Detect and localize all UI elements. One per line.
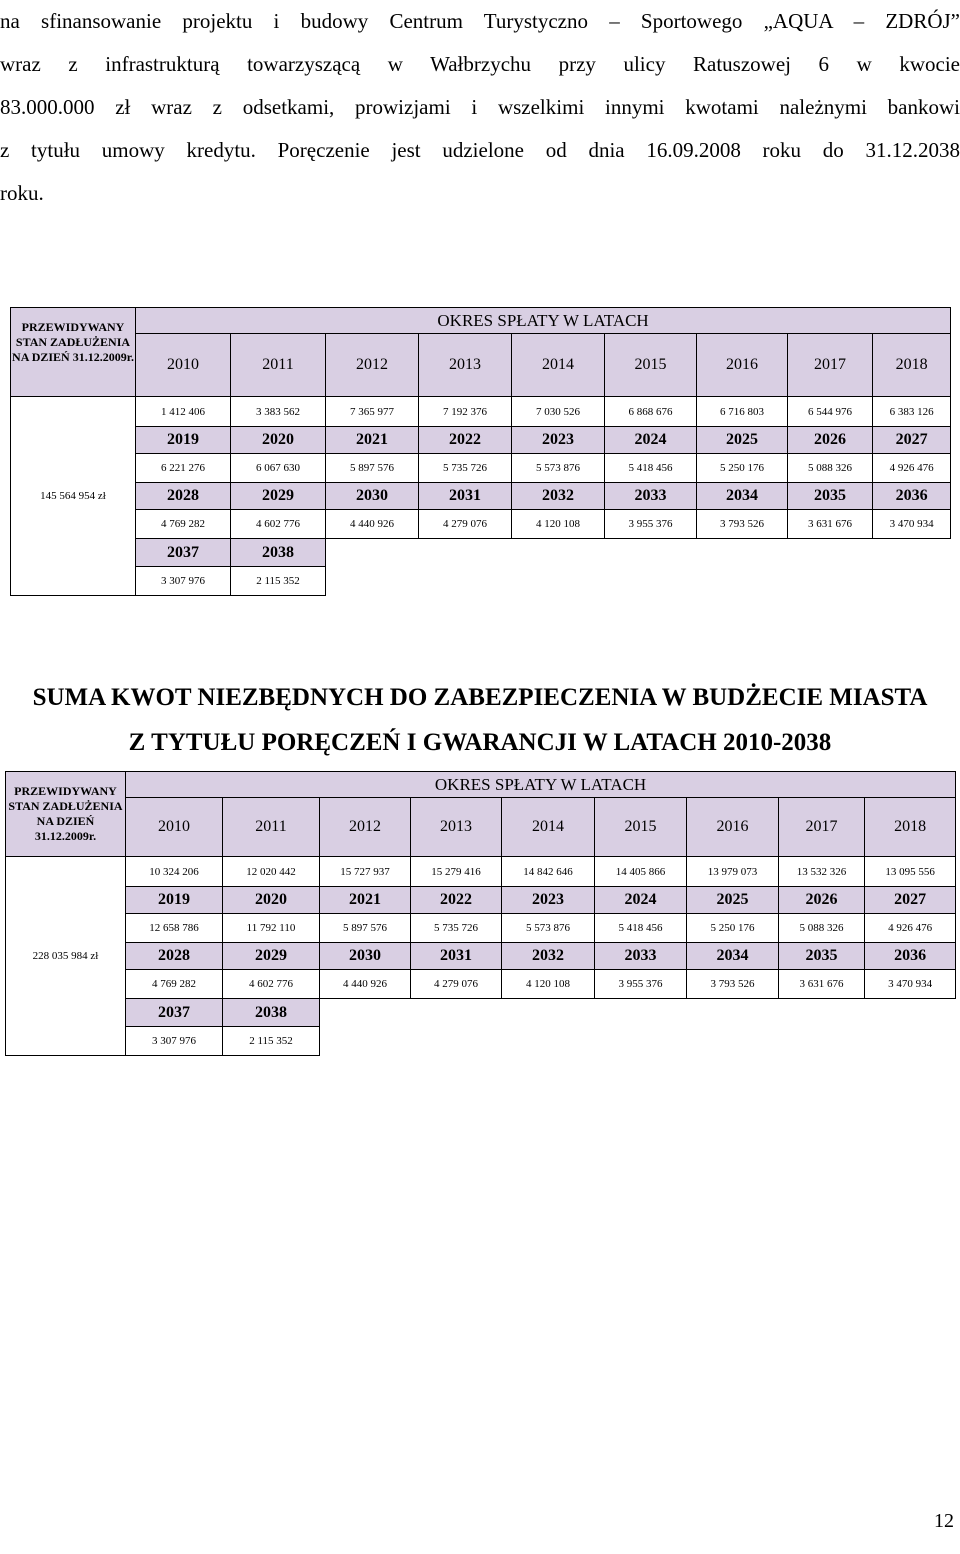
value-cell: 14 405 866	[595, 857, 687, 887]
value-cell: 5 250 176	[687, 914, 779, 943]
value-cell: 5 418 456	[605, 454, 697, 483]
year-cell: 2024	[595, 887, 687, 914]
year-cell: 2021	[326, 427, 419, 454]
value-cell: 3 307 976	[136, 567, 231, 596]
year-cell: 2032	[502, 943, 595, 970]
value-cell: 4 440 926	[320, 970, 411, 999]
value-cell: 13 979 073	[687, 857, 779, 887]
debt-label-header: PRZEWIDYWANY STAN ZADŁUŻENIA NA DZIEŃ 31.12.2009r.	[11, 308, 136, 397]
value-cell: 4 769 282	[126, 970, 223, 999]
summary-title-line1: SUMA KWOT NIEZBĘDNYCH DO ZABEZPIECZENIA W BUDŻECIE MIASTA	[32, 684, 928, 711]
value-cell: 4 769 282	[136, 510, 231, 539]
year-cell: 2011	[231, 334, 326, 397]
value-cell: 3 955 376	[595, 970, 687, 999]
year-cell: 2013	[419, 334, 512, 397]
year-cell: 2012	[326, 334, 419, 397]
year-cell: 2010	[136, 334, 231, 397]
value-cell: 4 279 076	[411, 970, 502, 999]
value-cell: 6 383 126	[873, 397, 951, 427]
intro-line: na sfinansowanie projektu i budowy Centrum Turystyczno – Sportowego „AQUA – ZDRÓJ”	[0, 9, 960, 33]
year-cell: 2019	[126, 887, 223, 914]
year-cell: 2015	[605, 334, 697, 397]
value-cell: 13 095 556	[865, 857, 956, 887]
year-cell: 2019	[136, 427, 231, 454]
value-cell: 3 631 676	[788, 510, 873, 539]
year-cell: 2014	[502, 798, 595, 857]
repayment-table-summary	[5, 771, 956, 1056]
intro-line: 83.000.000 zł wraz z odsetkami, prowizjami i wszelkimi innymi kwotami należnymi bankowi	[0, 95, 960, 119]
repayment-table-aqua	[10, 307, 951, 596]
year-cell: 2015	[595, 798, 687, 857]
year-cell: 2011	[223, 798, 320, 857]
value-cell: 5 573 876	[512, 454, 605, 483]
year-cell: 2031	[419, 483, 512, 510]
value-cell: 4 926 476	[865, 914, 956, 943]
value-cell: 6 067 630	[231, 454, 326, 483]
year-cell: 2028	[126, 943, 223, 970]
period-header: OKRES SPŁATY W LATACH	[136, 308, 951, 334]
year-cell: 2030	[326, 483, 419, 510]
value-cell: 2 115 352	[223, 1027, 320, 1056]
value-cell: 4 926 476	[873, 454, 951, 483]
year-cell: 2035	[779, 943, 865, 970]
value-cell: 11 792 110	[223, 914, 320, 943]
value-cell: 5 735 726	[419, 454, 512, 483]
year-cell: 2037	[136, 539, 231, 567]
year-cell: 2038	[223, 999, 320, 1027]
value-cell: 3 470 934	[865, 970, 956, 999]
value-cell: 4 120 108	[512, 510, 605, 539]
value-cell: 5 088 326	[788, 454, 873, 483]
value-cell: 4 279 076	[419, 510, 512, 539]
year-cell: 2025	[697, 427, 788, 454]
value-cell: 5 418 456	[595, 914, 687, 943]
intro-line: wraz z infrastrukturą towarzyszącą w Wałbrzychu przy ulicy Ratuszowej 6 w kwocie	[0, 52, 960, 76]
debt-value: 145 564 954 zł	[11, 397, 136, 596]
year-cell: 2033	[595, 943, 687, 970]
value-cell: 6 221 276	[136, 454, 231, 483]
value-cell: 4 120 108	[502, 970, 595, 999]
empty-area	[326, 567, 951, 596]
year-cell: 2026	[779, 887, 865, 914]
year-cell: 2028	[136, 483, 231, 510]
value-cell: 15 727 937	[320, 857, 411, 887]
value-cell: 13 532 326	[779, 857, 865, 887]
value-cell: 4 602 776	[223, 970, 320, 999]
value-cell: 12 658 786	[126, 914, 223, 943]
value-cell: 10 324 206	[126, 857, 223, 887]
intro-line: roku.	[0, 181, 44, 205]
intro-line: z tytułu umowy kredytu. Poręczenie jest udzielone od dnia 16.09.2008 roku do 31.12.2038	[0, 138, 960, 162]
year-cell: 2012	[320, 798, 411, 857]
intro-paragraph	[0, 0, 960, 215]
year-cell: 2016	[687, 798, 779, 857]
year-cell: 2021	[320, 887, 411, 914]
year-cell: 2033	[605, 483, 697, 510]
year-cell: 2038	[231, 539, 326, 567]
year-cell: 2027	[873, 427, 951, 454]
value-cell: 3 793 526	[687, 970, 779, 999]
year-cell: 2023	[512, 427, 605, 454]
year-cell: 2029	[231, 483, 326, 510]
value-cell: 3 470 934	[873, 510, 951, 539]
year-cell: 2027	[865, 887, 956, 914]
debt-value: 228 035 984 zł	[6, 857, 126, 1056]
year-cell: 2022	[419, 427, 512, 454]
year-cell: 2025	[687, 887, 779, 914]
year-cell: 2018	[865, 798, 956, 857]
year-cell: 2017	[779, 798, 865, 857]
value-cell: 12 020 442	[223, 857, 320, 887]
summary-title-line2: Z TYTUŁU PORĘCZEŃ I GWARANCJI W LATACH 2010-2038	[128, 729, 832, 756]
empty-area	[320, 999, 956, 1027]
value-cell: 5 250 176	[697, 454, 788, 483]
value-cell: 4 602 776	[231, 510, 326, 539]
year-cell: 2034	[687, 943, 779, 970]
year-cell: 2029	[223, 943, 320, 970]
year-cell: 2013	[411, 798, 502, 857]
value-cell: 1 412 406	[136, 397, 231, 427]
value-cell: 5 735 726	[411, 914, 502, 943]
year-cell: 2022	[411, 887, 502, 914]
value-cell: 3 793 526	[697, 510, 788, 539]
debt-label-header: PRZEWIDYWANY STAN ZADŁUŻENIA NA DZIEŃ 31.12.2009r.	[6, 772, 126, 857]
value-cell: 4 440 926	[326, 510, 419, 539]
empty-area	[320, 1027, 956, 1056]
value-cell: 7 365 977	[326, 397, 419, 427]
year-cell: 2020	[231, 427, 326, 454]
year-cell: 2023	[502, 887, 595, 914]
year-cell: 2017	[788, 334, 873, 397]
value-cell: 3 307 976	[126, 1027, 223, 1056]
value-cell: 15 279 416	[411, 857, 502, 887]
value-cell: 5 088 326	[779, 914, 865, 943]
empty-area	[326, 539, 951, 567]
value-cell: 2 115 352	[231, 567, 326, 596]
year-cell: 2020	[223, 887, 320, 914]
year-cell: 2018	[873, 334, 951, 397]
value-cell: 7 192 376	[419, 397, 512, 427]
value-cell: 6 544 976	[788, 397, 873, 427]
year-cell: 2014	[512, 334, 605, 397]
year-cell: 2026	[788, 427, 873, 454]
year-cell: 2030	[320, 943, 411, 970]
year-cell: 2034	[697, 483, 788, 510]
year-cell: 2010	[126, 798, 223, 857]
year-cell: 2035	[788, 483, 873, 510]
value-cell: 5 573 876	[502, 914, 595, 943]
value-cell: 3 955 376	[605, 510, 697, 539]
year-cell: 2016	[697, 334, 788, 397]
value-cell: 3 631 676	[779, 970, 865, 999]
value-cell: 3 383 562	[231, 397, 326, 427]
year-cell: 2024	[605, 427, 697, 454]
value-cell: 5 897 576	[320, 914, 411, 943]
value-cell: 14 842 646	[502, 857, 595, 887]
value-cell: 6 868 676	[605, 397, 697, 427]
value-cell: 7 030 526	[512, 397, 605, 427]
year-cell: 2036	[865, 943, 956, 970]
period-header: OKRES SPŁATY W LATACH	[126, 772, 956, 798]
value-cell: 5 897 576	[326, 454, 419, 483]
year-cell: 2037	[126, 999, 223, 1027]
value-cell: 6 716 803	[697, 397, 788, 427]
year-cell: 2031	[411, 943, 502, 970]
page-number: 12	[934, 1510, 954, 1532]
year-cell: 2032	[512, 483, 605, 510]
year-cell: 2036	[873, 483, 951, 510]
